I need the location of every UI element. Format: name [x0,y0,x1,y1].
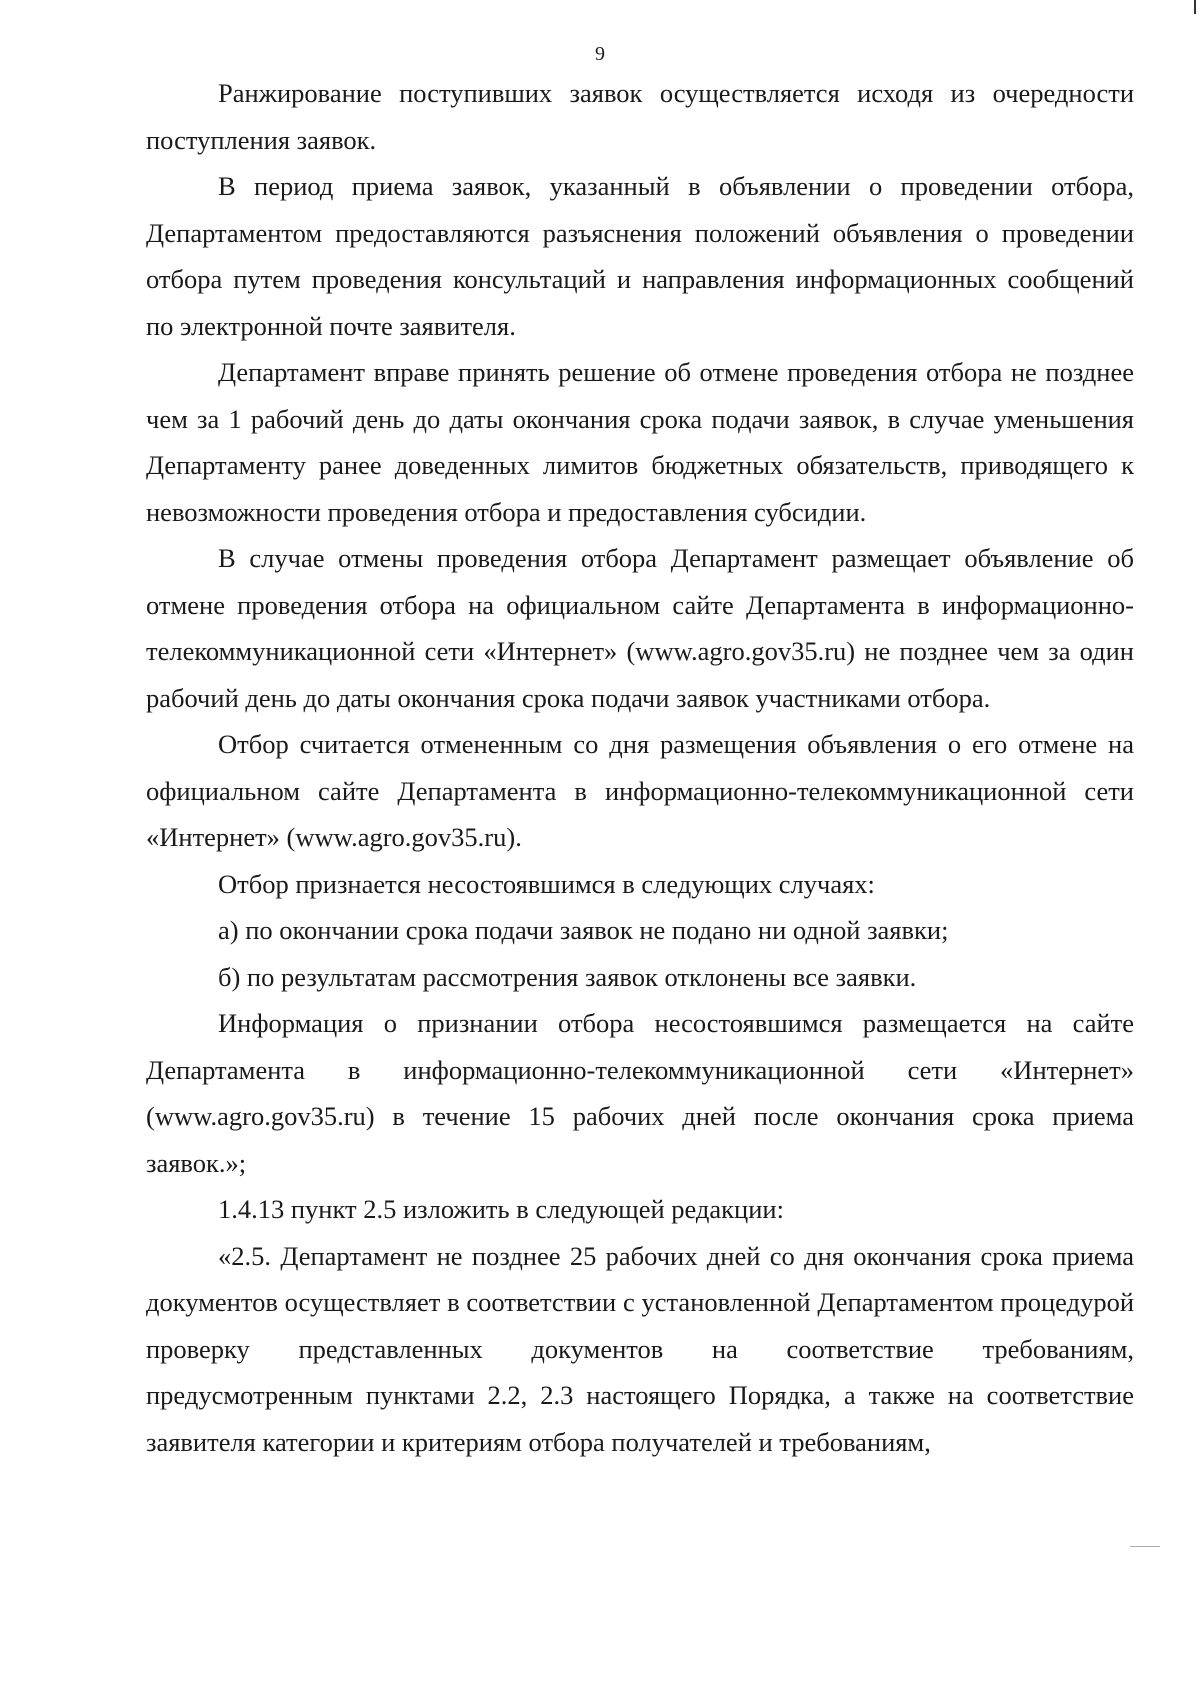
scan-artifact-top-right [1194,0,1196,14]
page-number: 9 [595,43,605,65]
paragraph-cancellation-right: Департамент вправе принять решение об отмене проведения отбора не позднее чем за 1 рабочий день до даты окончания срока подачи заявок, в случае уменьшения Департаменту ранее доведенных лимитов бюджетных обязательств, приводящего к невозможности проведения отбора и предоставления субсидии. [146,357,1134,527]
paragraph-clause-2-5: «2.5. Департамент не позднее 25 рабочих дней со дня окончания срока приема документов осуществляет в соответствии с установленной Департаментом процедурой проверку представленных документов на соответствие требованиям, предусмотренным пунктами 2.2, 2.3 настоящего Порядка, а также на соответствие заявителя категории и критериям отбора получателей и требованиям, [146,1240,1134,1457]
scan-artifact-bottom-right [1130,1546,1160,1547]
document-body [146,70,1134,1465]
paragraph-cancellation-notice: В случае отмены проведения отбора Департамент размещает объявление об отмене проведения отбора на официальном сайте Департамента в информационно-телекоммуникационной сети «Интернет» (www.agro.gov35.ru) не позднее чем за один рабочий день до даты окончания срока подачи заявок участниками отбора. [146,543,1134,713]
paragraph-amendment: 1.4.13 пункт 2.5 изложить в следующей редакции: [218,1194,784,1224]
paragraph-failed-info: Информация о признании отбора несостоявшимся размещается на сайте Департамента в информационно-телекоммуникационной сети «Интернет» (www.agro.gov35.ru) в течение 15 рабочих дней после окончания срока приема заявок.»; [146,1008,1134,1178]
paragraph-case-b: б) по результатам рассмотрения заявок отклонены все заявки. [218,961,917,992]
paragraph-ranking: Ранжирование поступивших заявок осуществляется исходя из очередности поступления заявок. [146,78,1134,155]
paragraph-failed-cases: Отбор признается несостоявшимся в следующих случаях: [218,868,875,899]
paragraph-clarifications: В период приема заявок, указанный в объявлении о проведении отбора, Департаментом предоставляются разъяснения положений объявления о проведении отбора путем проведения консультаций и направления информационных сообщений по электронной почте заявителя. [146,171,1134,341]
paragraph-case-a: а) по окончании срока подачи заявок не подано ни одной заявки; [218,915,949,945]
paragraph-cancelled-date: Отбор считается отмененным со дня размещения объявления о его отмене на официальном сайте Департамента в информационно-телекоммуникационной сети «Интернет» (www.agro.gov35.ru). [146,729,1134,852]
